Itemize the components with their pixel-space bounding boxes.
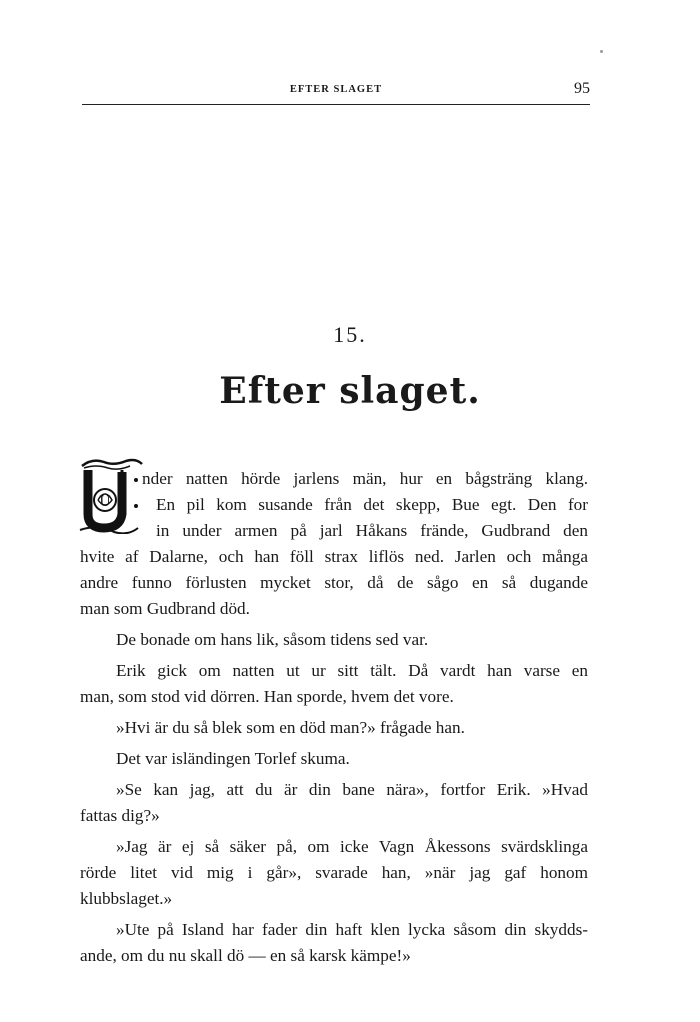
chapter-number: 15.: [333, 322, 367, 347]
text-line: andre funno förlusten mycket stor, då de sågo en så dugande: [80, 573, 588, 592]
text-line: in under armen på jarl Håkans frände, Gudbrand den: [156, 521, 588, 540]
text-line: klubbslaget.»: [80, 889, 173, 908]
running-header: [82, 78, 590, 105]
text-line: De bonade om hans lik, såsom tidens sed var.: [116, 630, 429, 649]
text-line: Erik gick om natten ut ur sitt tält. Då vardt han varse en: [116, 661, 588, 680]
text-line: »Se kan jag, att du är din bane nära», fortfor Erik. »Hvad: [116, 780, 588, 799]
text-line: fattas dig?»: [80, 806, 160, 825]
text-line: man, som stod vid dörren. Han sporde, hvem det vore.: [80, 687, 454, 706]
text-line: hvite af Dalarne, och han föll strax liflös ned. Jarlen och många: [80, 547, 588, 566]
running-title: EFTER SLAGET: [289, 84, 383, 95]
page-number: 95: [574, 80, 590, 97]
text-line: En pil kom susande från det skepp, Bue egt. Den for: [156, 495, 588, 514]
text-line: rörde litet vid mig i går», svarade han, »när jag gaf honom: [80, 863, 588, 882]
text-line: »Hvi är du så blek som en död man?» frågade han.: [116, 718, 465, 737]
body-text: [80, 466, 588, 969]
drop-cap-letter: U: [99, 494, 111, 510]
text-line: ande, om du nu skall dö — en så karsk kämpe!»: [80, 946, 411, 965]
text-line: »Jag är ej så säker på, om icke Vagn Åkessons svärdsklinga: [116, 837, 588, 856]
text-line: nder natten hörde jarlens män, hur en bågsträng klang.: [142, 469, 588, 488]
text-line: man som Gudbrand död.: [80, 599, 250, 618]
print-speck: [600, 50, 603, 53]
text-line: Det var isländingen Torlef skuma.: [116, 749, 350, 768]
text-line: »Ute på Island har fader din haft klen lycka såsom din skydds-: [116, 920, 588, 939]
chapter-title: Efter slaget.: [219, 370, 481, 412]
